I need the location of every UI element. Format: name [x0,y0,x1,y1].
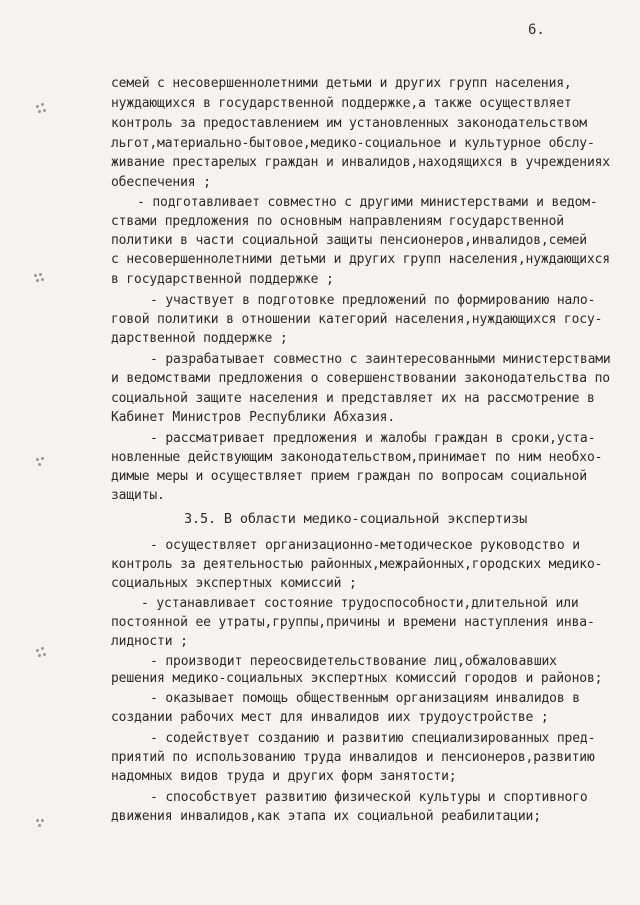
text-line: новленные действующим законодательством,принимает по ним необхо- [111,450,603,465]
text-line: социальной защите населения и представляет их на рассмотрение в [111,391,595,406]
text-line: - содействует созданию и развитию специализированных пред- [150,731,596,746]
text-line: надомных видов труда и других форм занятости; [111,769,457,784]
text-line: контроль за деятельностью районных,межрайонных,городских медико- [111,557,603,572]
page-number: 6. [528,22,545,38]
punch-hole-mark [34,647,48,661]
text-line: - устанавливает состояние трудоспособности,длительной или [141,596,579,611]
text-line: димые меры и осуществляет прием граждан по вопросам социальной [111,469,587,484]
text-line: - разрабатывает совместно с заинтересованными министерствами [150,352,611,367]
text-line: создании рабочих мест для инвалидов иих трудоустройстве ; [111,710,549,725]
text-line: - осуществляет организационно-методическое руководство и [150,538,580,553]
punch-hole-mark [34,103,48,117]
section-heading: 3.5. В области медико-социальной экспертизы [184,511,528,527]
text-line: льгот,материально-бытовое,медико-социальное и культурное обслу- [111,136,595,151]
text-line: обеспечения ; [111,175,211,190]
text-line: приятий по использованию труда инвалидов и пенсионеров,развитию [111,750,595,765]
text-line: живание престарелых граждан и инвалидов,находящихся в учреждениях [111,155,610,170]
text-line: - рассматривает предложения и жалобы граждан в сроки,уста- [150,431,596,446]
text-line: Кабинет Министров Республики Абхазия. [111,410,396,425]
text-line: - производит переосвидетельствование лиц,обжаловавших [150,654,557,669]
text-line: в государственной поддержке ; [111,272,334,287]
text-line: - участвует в подготовке предложений по формированию нало- [150,293,596,308]
text-line: политики в части социальной защиты пенсионеров,инвалидов,семей [111,233,587,248]
punch-hole-mark [34,817,48,831]
text-line: ствами предложения по основным направлениям государственной [111,214,564,229]
text-line: социальных экспертных комиссий ; [111,576,357,591]
text-line: - способствует развитию физической культуры и спортивного [150,790,588,805]
text-line: с несовершеннолетними детьми и других групп населения,нуждающихся [111,252,610,267]
text-line: движения инвалидов,как этапа их социальной реабилитации; [111,809,541,824]
text-line: и ведомствами предложения о совершенствовании законодательства по [111,371,610,386]
text-line: контроль за предоставлением им установленных законодательством [111,116,587,131]
text-line: постоянной ее утраты,группы,причины и времени наступления инва- [111,615,595,630]
text-line: дарственной поддержке ; [111,331,288,346]
text-line: семей с несовершеннолетними детьми и других групп населения, [111,76,572,91]
text-line: лидности ; [111,634,188,649]
punch-hole-mark [32,272,46,286]
text-line: защиты. [111,488,165,503]
text-line: решения медико-социальных экспертных комиссий городов и районов; [111,671,603,686]
text-line: говой политики в отношении категорий населения,нуждающихся госу- [111,312,603,327]
punch-hole-mark [34,456,48,470]
text-line: - оказывает помощь общественным организациям инвалидов в [150,691,580,706]
text-line: - подготавливает совместно с другими министерствами и ведом- [137,195,598,210]
text-line: нуждающихся в государственной поддержке,а также осуществляет [111,96,572,111]
